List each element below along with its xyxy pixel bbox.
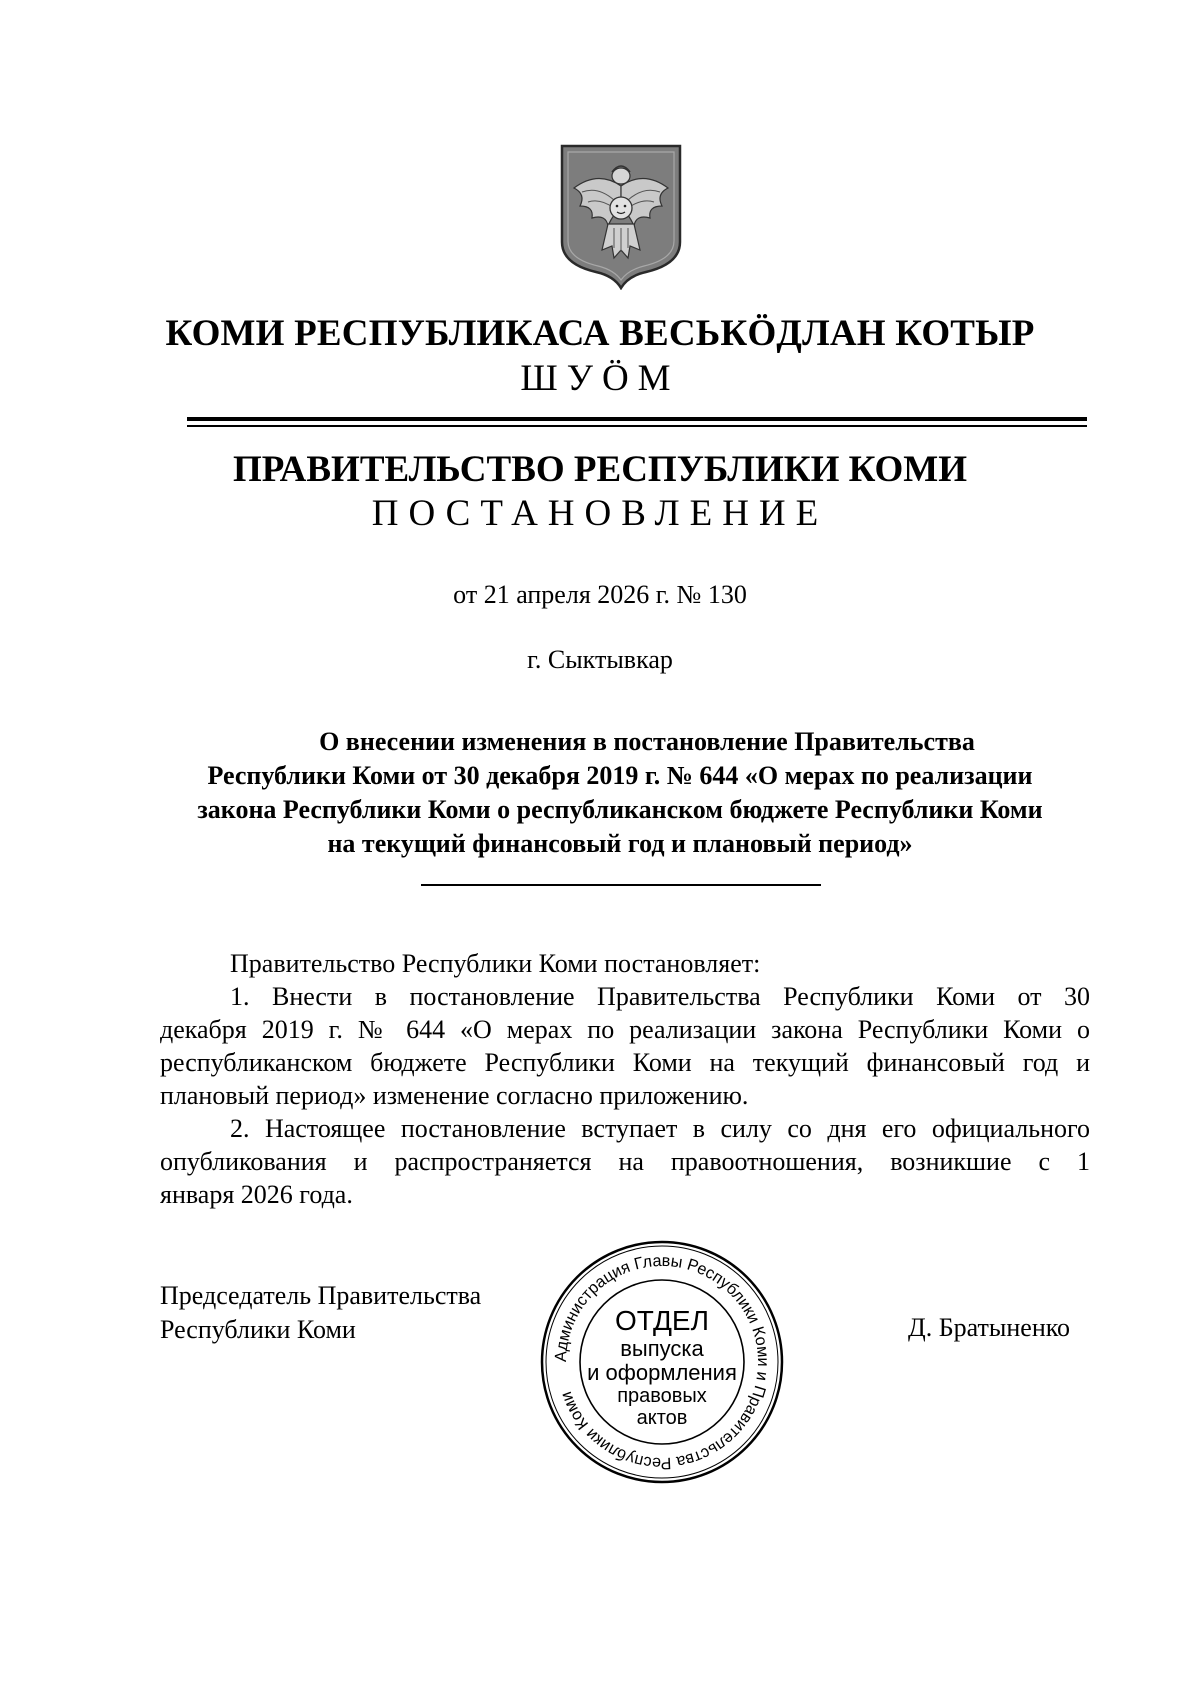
title-line: Республики Коми от 30 декабря 2019 г. № 644 «О мерах по реализации (207, 761, 1033, 790)
body-line: 2. Настоящее постановление вступает в силу со дня его официального (230, 1114, 1090, 1143)
body-line: декабря 2019 г. № 644 «О мерах по реализации закона Республики Коми о (160, 1015, 1090, 1044)
body-line: опубликования и распространяется на правоотношения, возникшие с 1 (160, 1147, 1090, 1176)
body-line: республиканском бюджете Республики Коми на текущий финансовый год и (160, 1048, 1090, 1077)
document-title (150, 725, 1090, 861)
header-rule-thin (187, 425, 1087, 427)
body-line: плановый период» изменение согласно приложению. (160, 1081, 749, 1110)
document-type: ПОСТАНОВЛЕНИЕ (371, 493, 829, 534)
document-date-number: от 21 апреля 2026 г. № 130 (453, 580, 747, 609)
title-line: на текущий финансовый год и плановый период» (327, 829, 913, 858)
body-line: 1. Внести в постановление Правительства Республики Коми от 30 (230, 982, 1090, 1011)
stamp-center-line: выпуска (620, 1336, 704, 1361)
signer-position (160, 1279, 481, 1347)
body-intro: Правительство Республики Коми постановляет: (230, 949, 761, 978)
stamp-center-line: ОТДЕЛ (615, 1305, 709, 1336)
signer-position-line: Председатель Правительства (160, 1281, 482, 1310)
official-stamp (538, 1238, 786, 1486)
title-line: закона Республики Коми о республиканском бюджете Республики Коми (197, 795, 1043, 824)
title-line: О внесении изменения в постановление Правительства (319, 727, 975, 756)
body-item-2 (160, 1112, 1090, 1211)
header-rule-thick (187, 417, 1087, 421)
stamp-center-line: актов (636, 1407, 688, 1429)
komi-document-type: ШУÖМ (520, 358, 680, 399)
stamp-ring-text: Администрация Главы Республики Коми и Правительства Республики Коми (551, 1251, 773, 1473)
stamp-center-line: и оформления (587, 1360, 737, 1385)
signer-position-line: Республики Коми (160, 1315, 356, 1344)
coat-of-arms-icon (558, 142, 684, 290)
stamp-center-line: правовых (617, 1385, 707, 1407)
government-heading: ПРАВИТЕЛЬСТВО РЕСПУБЛИКИ КОМИ (233, 449, 967, 490)
body-item-1 (160, 980, 1090, 1112)
document-place: г. Сыктывкар (527, 645, 673, 674)
document-body (160, 947, 1090, 1211)
title-underline (421, 884, 821, 886)
komi-government-heading: КОМИ РЕСПУБЛИКАСА ВЕСЬКÖДЛАН КОТЫР (165, 313, 1035, 354)
body-line: января 2026 года. (160, 1180, 353, 1209)
signer-name: Д. Братыненко (908, 1313, 1071, 1342)
